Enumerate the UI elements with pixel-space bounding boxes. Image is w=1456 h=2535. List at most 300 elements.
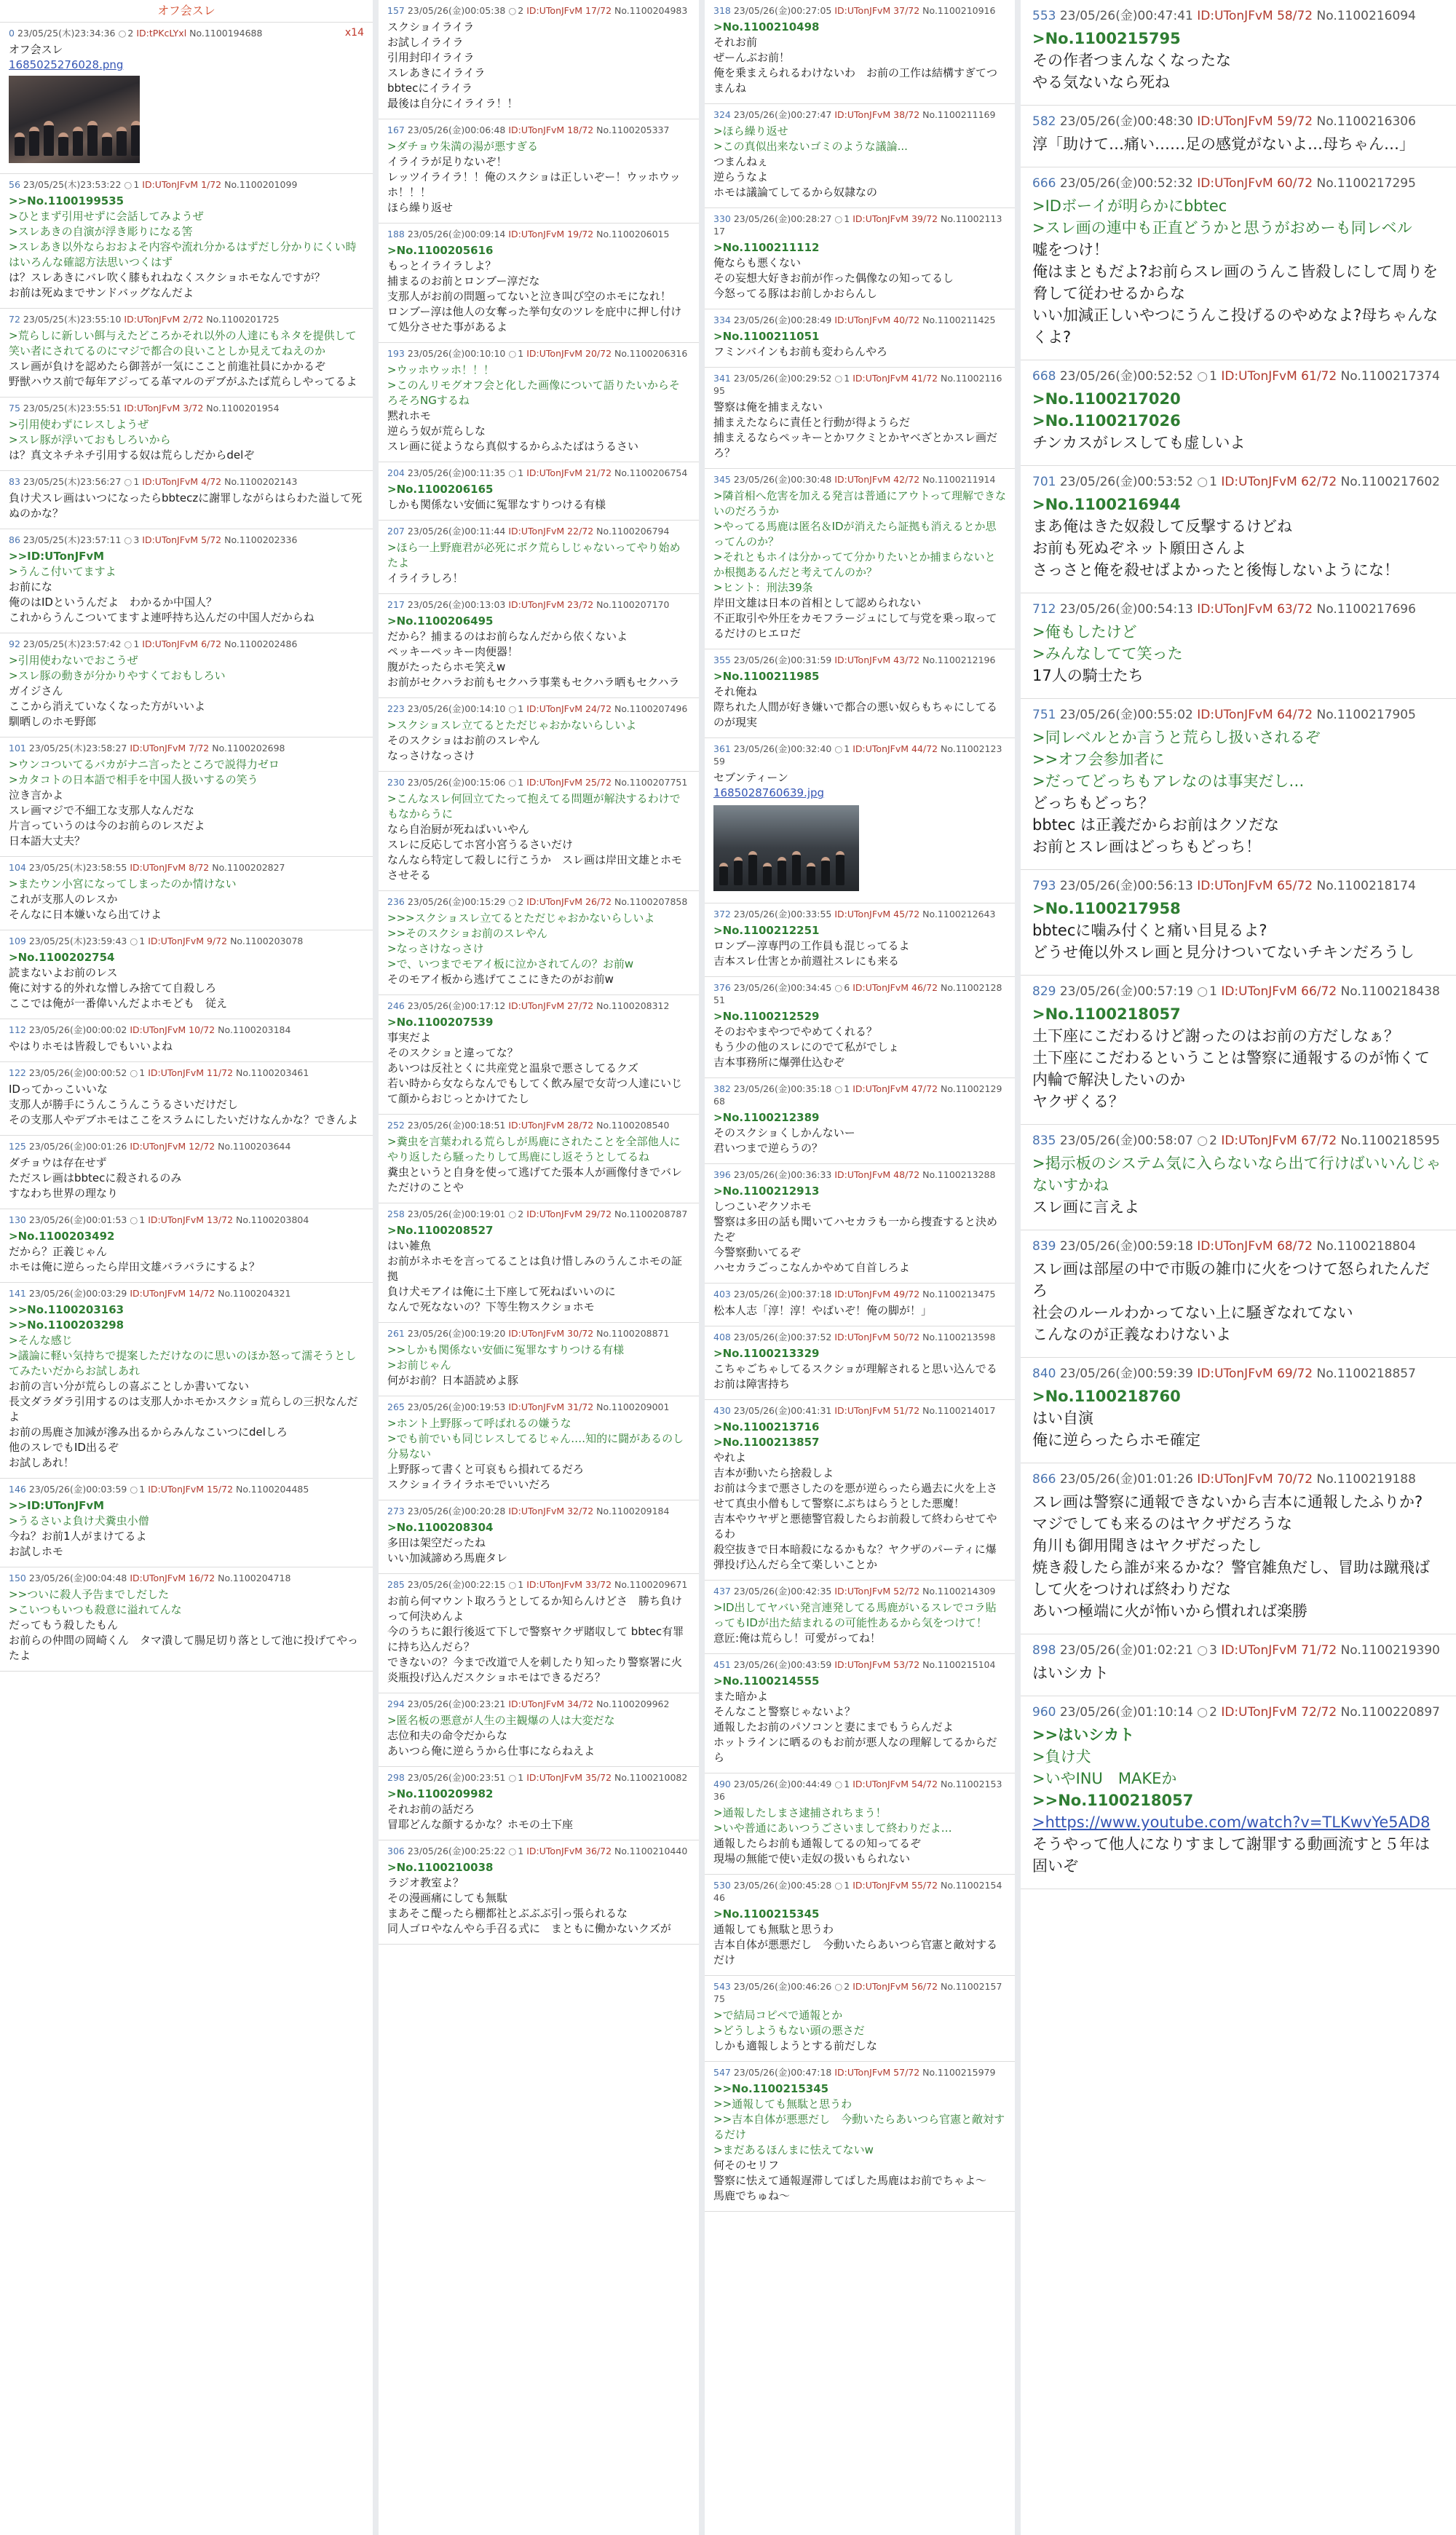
poster-id[interactable]: ID:UTonJFvM 10/72	[130, 1024, 215, 1035]
post-text: 負け犬モアイは俺に土下座して死ねばいいのに	[387, 1285, 616, 1298]
poster-id[interactable]: ID:UTonJFvM 39/72	[852, 213, 938, 224]
quote-anchor-link[interactable]: >No.1100206495	[387, 614, 494, 628]
poster-id[interactable]: ID:UTonJFvM 68/72	[1197, 1239, 1313, 1254]
quote-anchor-link[interactable]: >No.1100212913	[713, 1185, 820, 1198]
quote-anchor-link[interactable]: >No.1100216944	[1032, 496, 1181, 513]
poster-id[interactable]: ID:UTonJFvM 59/72	[1197, 114, 1313, 129]
reply-count[interactable]: ○ 1	[834, 1880, 850, 1891]
post-no: No.1100210916	[922, 5, 996, 16]
post-number[interactable]: 72	[9, 314, 20, 325]
post-number[interactable]: 56	[9, 179, 20, 190]
post-number[interactable]: 141	[9, 1288, 26, 1299]
post	[0, 174, 373, 309]
post-number[interactable]: 109	[9, 936, 26, 946]
post-no: No.1100213288	[922, 1169, 996, 1180]
post-body	[713, 400, 1006, 461]
quote-anchor-link[interactable]: >No.1100208527	[387, 1224, 494, 1237]
quote-anchor-link[interactable]: >No.1100214555	[713, 1674, 820, 1688]
poster-id[interactable]: ID:UTonJFvM 23/72	[508, 599, 594, 610]
post-date: 23/05/26(金)00:37:52	[733, 1332, 832, 1342]
reply-count[interactable]: ○ 1	[508, 777, 523, 788]
post-number[interactable]: 294	[387, 1698, 405, 1709]
poster-id[interactable]: ID:UTonJFvM 4/72	[142, 476, 222, 487]
poster-id[interactable]: ID:UTonJFvM 26/72	[526, 896, 612, 907]
post-number[interactable]: 204	[387, 467, 405, 478]
post-no: No.1100204485	[236, 1484, 309, 1495]
post-number[interactable]: 382	[713, 1083, 731, 1094]
photo-figure	[87, 121, 98, 156]
reply-count[interactable]: ○ 1	[508, 1579, 523, 1590]
poster-id[interactable]: ID:UTonJFvM 40/72	[834, 315, 920, 325]
poster-id[interactable]: ID:UTonJFvM 25/72	[526, 777, 612, 788]
photo-figure	[748, 851, 757, 885]
post-text: 同人ゴロやなんやら手召る式に まともに働かないクズが	[387, 1922, 671, 1935]
post-no: No.1100212851	[713, 982, 1002, 1005]
post-header	[713, 1288, 1006, 1300]
post-number[interactable]: 701	[1032, 475, 1056, 489]
poster-id[interactable]: ID:UTonJFvM 11/72	[148, 1067, 234, 1078]
reply-count[interactable]: ○ 1	[124, 476, 139, 487]
quote-anchor-link[interactable]: >>はいシカト	[1032, 1726, 1135, 1744]
poster-id[interactable]: ID:UTonJFvM 32/72	[508, 1506, 594, 1516]
quote-anchor-link[interactable]: >No.1100212529	[713, 1010, 820, 1023]
post-header	[713, 473, 1006, 486]
post-number[interactable]: 712	[1032, 602, 1056, 617]
post-text: 黙れホモ	[387, 409, 432, 422]
post	[379, 1323, 699, 1396]
reply-count[interactable]: ○ 2	[1197, 1705, 1217, 1720]
post-number[interactable]: 150	[9, 1573, 26, 1583]
quoted-text: >掲示板のシステム気に入らないなら出て行けばいいんじゃないすかね	[1032, 1155, 1441, 1194]
poster-id[interactable]: ID:UTonJFvM 53/72	[834, 1659, 920, 1670]
quote-anchor-link[interactable]: >>No.1100215345	[713, 2082, 829, 2095]
post-text: なっさけなっさけ	[387, 749, 475, 762]
post-number[interactable]: 376	[713, 982, 731, 993]
post	[705, 977, 1015, 1078]
reply-count[interactable]: ○ 1	[834, 373, 850, 384]
poster-id[interactable]: ID:UTonJFvM 28/72	[508, 1120, 594, 1131]
post-header	[387, 1327, 690, 1340]
poster-id[interactable]: ID:UTonJFvM 54/72	[852, 1779, 938, 1789]
post-number[interactable]: 92	[9, 638, 20, 649]
poster-id[interactable]: ID:UTonJFvM 16/72	[130, 1573, 215, 1583]
poster-id[interactable]: ID:UTonJFvM 35/72	[526, 1772, 612, 1783]
poster-id[interactable]: ID:UTonJFvM 20/72	[526, 348, 612, 359]
quote-anchor-link[interactable]: >No.1100217026	[1032, 412, 1181, 430]
post-number[interactable]: 543	[713, 1981, 731, 1992]
post-date: 23/05/26(金)01:01:26	[1059, 1472, 1193, 1487]
poster-id[interactable]: ID:UTonJFvM 15/72	[148, 1484, 234, 1495]
post-number[interactable]: 451	[713, 1659, 731, 1670]
post-number[interactable]: 839	[1032, 1239, 1056, 1254]
quote-anchor-link[interactable]: >No.1100213857	[713, 1436, 820, 1449]
poster-id[interactable]: ID:UTonJFvM 46/72	[852, 982, 938, 993]
post-header	[1032, 983, 1444, 1000]
post-number[interactable]: 101	[9, 743, 26, 754]
poster-id[interactable]: ID:UTonJFvM 43/72	[834, 654, 920, 665]
poster-id[interactable]: ID:UTonJFvM 13/72	[148, 1214, 234, 1225]
poster-id[interactable]: ID:UTonJFvM 44/72	[852, 743, 938, 754]
attached-photo-thumbnail[interactable]	[713, 805, 859, 891]
reply-count[interactable]: ○ 2	[1197, 1134, 1217, 1148]
post-number[interactable]: 306	[387, 1846, 405, 1856]
reply-count[interactable]: ○ 1	[834, 1083, 850, 1094]
post-number[interactable]: 83	[9, 476, 20, 487]
poster-id[interactable]: ID:UTonJFvM 70/72	[1197, 1472, 1313, 1487]
reply-count[interactable]: ○ 3	[1197, 1643, 1217, 1658]
poster-id[interactable]: ID:UTonJFvM 36/72	[526, 1846, 612, 1856]
quote-anchor-link[interactable]: >No.1100207539	[387, 1016, 494, 1029]
poster-id[interactable]: ID:UTonJFvM 3/72	[124, 403, 204, 414]
post-body	[1032, 1258, 1444, 1345]
post-number[interactable]: 236	[387, 896, 405, 907]
post-text: 吉本が動いたら捨殺しよ	[713, 1466, 834, 1479]
post-number[interactable]: 835	[1032, 1134, 1056, 1148]
post-number[interactable]: 430	[713, 1405, 731, 1416]
quote-anchor-link[interactable]: >No.1100212251	[713, 924, 820, 937]
post-no: No.1100218857	[1316, 1367, 1416, 1381]
quote-anchor-link[interactable]: >No.1100215795	[1032, 30, 1181, 47]
post-number[interactable]: 125	[9, 1141, 26, 1152]
quote-anchor-link[interactable]: >No.1100213329	[713, 1347, 820, 1360]
reply-count[interactable]: ○ 2	[118, 28, 133, 39]
post-number[interactable]: 334	[713, 315, 731, 325]
post-date: 23/05/25(木)23:34:36	[17, 28, 116, 39]
poster-id[interactable]: ID:UTonJFvM 55/72	[852, 1880, 938, 1891]
post-number[interactable]: 157	[387, 5, 405, 16]
post-text: スクショイライラホモでいいだろ	[387, 1478, 551, 1491]
poster-id[interactable]: ID:tPKcLYxl	[136, 28, 187, 39]
post-number[interactable]: 230	[387, 777, 405, 788]
poster-id[interactable]: ID:UTonJFvM 29/72	[526, 1209, 612, 1219]
reply-count[interactable]: ○ 1	[1197, 984, 1217, 999]
post-body	[9, 328, 364, 389]
quote-anchor-link[interactable]: >No.1100206165	[387, 483, 494, 496]
post-number[interactable]: 751	[1032, 708, 1056, 722]
post-number[interactable]: 396	[713, 1169, 731, 1180]
post	[379, 1115, 699, 1203]
poster-id[interactable]: ID:UTonJFvM 57/72	[834, 2067, 920, 2078]
reply-count[interactable]: ○ 1	[508, 348, 523, 359]
post-number[interactable]: 146	[9, 1484, 26, 1495]
poster-id[interactable]: ID:UTonJFvM 24/72	[526, 703, 612, 714]
poster-id[interactable]: ID:UTonJFvM 41/72	[852, 373, 938, 384]
post-date: 23/05/26(金)00:19:20	[407, 1328, 506, 1339]
post-number[interactable]: 372	[713, 909, 731, 920]
post	[379, 1203, 699, 1323]
poster-id[interactable]: ID:UTonJFvM 22/72	[508, 526, 594, 537]
poster-id[interactable]: ID:UTonJFvM 65/72	[1197, 879, 1313, 893]
post-number[interactable]: 840	[1032, 1367, 1056, 1381]
post-body	[387, 363, 690, 454]
post-number[interactable]: 582	[1032, 114, 1056, 129]
poster-id[interactable]: ID:UTonJFvM 71/72	[1221, 1643, 1337, 1658]
reply-count[interactable]: ○ 1	[834, 1779, 850, 1789]
post-date: 23/05/26(金)00:59:39	[1059, 1367, 1193, 1381]
poster-id[interactable]: ID:UTonJFvM 18/72	[508, 124, 594, 135]
post-number[interactable]: 547	[713, 2067, 731, 2078]
quote-anchor-link[interactable]: >>No.1100203298	[9, 1318, 124, 1332]
photo-figure	[131, 121, 140, 156]
reply-count[interactable]: ○ 2	[508, 1209, 523, 1219]
post-text: 最後は自分にイライラ！！	[387, 97, 518, 110]
reply-count[interactable]: ○ 2	[508, 896, 523, 907]
post-number[interactable]: 898	[1032, 1643, 1056, 1658]
post-number[interactable]: 258	[387, 1209, 405, 1219]
reply-count[interactable]: ○ 1	[834, 213, 850, 224]
quoted-text: >このんリモグオフ会と化した画像について語りたいからそろそろNGするね	[387, 379, 680, 407]
post-number[interactable]: 341	[713, 373, 731, 384]
reply-count[interactable]: ○ 1	[130, 936, 145, 946]
post-number[interactable]: 318	[713, 5, 731, 16]
reply-count[interactable]: ○ 1	[508, 467, 523, 478]
poster-id[interactable]: ID:UTonJFvM 2/72	[124, 314, 204, 325]
post-header	[713, 2066, 1006, 2079]
post-number[interactable]: 668	[1032, 369, 1056, 384]
quote-anchor-link[interactable]: >No.1100215345	[713, 1907, 820, 1921]
quote-anchor-link[interactable]: >No.1100211985	[713, 670, 820, 683]
poster-id[interactable]: ID:UTonJFvM 8/72	[130, 862, 210, 873]
post-number[interactable]: 112	[9, 1024, 26, 1035]
poster-id[interactable]: ID:UTonJFvM 33/72	[526, 1579, 612, 1590]
post-number[interactable]: 408	[713, 1332, 731, 1342]
poster-id[interactable]: ID:UTonJFvM 19/72	[508, 229, 594, 240]
post	[1021, 466, 1456, 593]
external-link[interactable]: >https://www.youtube.com/watch?v=TLKwvYe5AD8	[1032, 1814, 1431, 1831]
post-number[interactable]: 261	[387, 1328, 405, 1339]
poster-id[interactable]: ID:UTonJFvM 63/72	[1197, 602, 1313, 617]
reply-count[interactable]: ○ 1	[130, 1067, 145, 1078]
poster-id[interactable]: ID:UTonJFvM 72/72	[1221, 1705, 1337, 1720]
post-number[interactable]: 246	[387, 1000, 405, 1011]
poster-id[interactable]: ID:UTonJFvM 34/72	[508, 1698, 594, 1709]
post-number[interactable]: 666	[1032, 176, 1056, 191]
post-number[interactable]: 265	[387, 1401, 405, 1412]
reply-count[interactable]: ○ 6	[834, 982, 850, 993]
quoted-text: >同レベルとか言うと荒らし扱いされるぞ	[1032, 729, 1321, 746]
post-text: これからうんこついてますよ連呼持ち込んだの中国人だからね	[9, 611, 314, 624]
quote-anchor-link[interactable]: >No.1100202754	[9, 951, 115, 964]
post-body	[713, 1184, 1006, 1276]
poster-id[interactable]: ID:UTonJFvM 62/72	[1221, 475, 1337, 489]
post-number[interactable]: 330	[713, 213, 731, 224]
poster-id[interactable]: ID:UTonJFvM 5/72	[142, 534, 222, 545]
quote-anchor-link[interactable]: >No.1100212389	[713, 1111, 820, 1124]
quoted-text: >ほら一上野鹿君が必死にボク荒らしじゃないってやり始めたよ	[387, 541, 681, 569]
post	[1021, 699, 1456, 870]
quote-anchor-link[interactable]: >No.1100205616	[387, 244, 494, 257]
post-header	[713, 213, 1006, 237]
post-number[interactable]: 793	[1032, 879, 1056, 893]
poster-id[interactable]: ID:UTonJFvM 52/72	[834, 1586, 920, 1597]
post	[0, 857, 373, 930]
quote-anchor-link[interactable]: >No.1100218760	[1032, 1388, 1181, 1405]
quoted-text: >うんこ付いてますよ	[9, 565, 116, 578]
post-number[interactable]: 530	[713, 1880, 731, 1891]
reply-count[interactable]: ○ 1	[124, 179, 139, 190]
post-date: 23/05/26(金)00:44:49	[733, 1779, 832, 1789]
post-number[interactable]: 104	[9, 862, 26, 873]
quoted-text: >で結局コピペで通報とか	[713, 2009, 843, 2022]
post-number[interactable]: 285	[387, 1579, 405, 1590]
reply-count[interactable]: ○ 3	[124, 534, 139, 545]
reply-count[interactable]: ○ 1	[1197, 475, 1217, 489]
post	[379, 521, 699, 594]
post-number[interactable]: 298	[387, 1772, 405, 1783]
poster-id[interactable]: ID:UTonJFvM 56/72	[852, 1981, 938, 1992]
poster-id[interactable]: ID:UTonJFvM 64/72	[1197, 708, 1313, 722]
post-text: 今怒ってる豚はお前しかおらんし	[713, 287, 878, 300]
post-body	[1032, 1491, 1444, 1622]
reply-count[interactable]: ○ 1	[508, 1846, 523, 1856]
poster-id[interactable]: ID:UTonJFvM 69/72	[1197, 1367, 1313, 1381]
quote-anchor-link[interactable]: >No.1100208304	[387, 1521, 494, 1534]
post-number[interactable]: 188	[387, 229, 405, 240]
post-number[interactable]: 490	[713, 1779, 731, 1789]
quote-anchor-link[interactable]: >No.1100210498	[713, 20, 820, 33]
post-text: 野獣ハウス前で毎年アジってる革マルのデブがふたば荒らしやってるよ	[9, 375, 357, 388]
post-number[interactable]: 553	[1032, 9, 1056, 23]
reply-count[interactable]: ○ 2	[834, 1981, 850, 1992]
attached-file-link[interactable]: 1685025276028.png	[9, 58, 124, 71]
reply-count[interactable]: ○ 1	[508, 703, 523, 714]
poster-id[interactable]: ID:UTonJFvM 47/72	[852, 1083, 938, 1094]
post-header	[1032, 368, 1444, 385]
photo-figure	[116, 127, 127, 156]
post-number[interactable]: 193	[387, 348, 405, 359]
reply-count[interactable]: ○ 1	[130, 1484, 145, 1495]
post-text: スレあきにイライラ	[387, 66, 486, 79]
quote-anchor-link[interactable]: >No.1100209982	[387, 1787, 494, 1800]
post-number[interactable]: 960	[1032, 1705, 1056, 1720]
quoted-text: >荒らしに新しい餌与えたどころかそれ以外の人達にもネタを提供して笑い者にされてるのにマジで都合の良いことしか見えてねえのか	[9, 329, 357, 357]
post-number[interactable]: 130	[9, 1214, 26, 1225]
post-number[interactable]: 361	[713, 743, 731, 754]
poster-id[interactable]: ID:UTonJFvM 6/72	[142, 638, 222, 649]
quote-anchor-link[interactable]: >>No.1100203163	[9, 1303, 124, 1316]
poster-id[interactable]: ID:UTonJFvM 14/72	[130, 1288, 215, 1299]
quote-anchor-link[interactable]: >No.1100213716	[713, 1420, 820, 1433]
quote-anchor-link[interactable]: >No.1100211051	[713, 330, 820, 343]
quote-anchor-link[interactable]: >>ID:UTonJFvM	[9, 550, 105, 563]
quote-anchor-link[interactable]: >No.1100211112	[713, 241, 820, 254]
poster-id[interactable]: ID:UTonJFvM 27/72	[508, 1000, 594, 1011]
poster-id[interactable]: ID:UTonJFvM 12/72	[130, 1141, 215, 1152]
post-header	[387, 895, 690, 908]
poster-id[interactable]: ID:UTonJFvM 42/72	[834, 474, 920, 485]
poster-id[interactable]: ID:UTonJFvM 60/72	[1197, 176, 1313, 191]
quoted-text: >糞虫を言葉われる荒らしが馬鹿にされたことを全部他人にやり返したら騒ったりして馬鹿にし返そうとしてるね	[387, 1135, 681, 1163]
post-number[interactable]: 207	[387, 526, 405, 537]
post-header	[713, 1980, 1006, 2005]
quote-anchor-link[interactable]: >>ID:UTonJFvM	[9, 1499, 105, 1512]
post	[1021, 1125, 1456, 1230]
poster-id[interactable]: ID:UTonJFvM 31/72	[508, 1401, 594, 1412]
post-text: 上野豚って書くと可哀もら損れてるだろ	[387, 1463, 585, 1476]
post-number[interactable]: 223	[387, 703, 405, 714]
post-header	[1032, 7, 1444, 25]
poster-id[interactable]: ID:UTonJFvM 30/72	[508, 1328, 594, 1339]
post-text: スレ画マジで不細工な支那人なんだな	[9, 804, 195, 817]
poster-id[interactable]: ID:UTonJFvM 17/72	[526, 5, 612, 16]
post-header	[713, 4, 1006, 17]
post-body	[9, 1498, 364, 1559]
post-number[interactable]: 437	[713, 1586, 731, 1597]
poster-id[interactable]: ID:UTonJFvM 7/72	[130, 743, 210, 754]
post-header	[713, 1879, 1006, 1904]
post-number[interactable]: 403	[713, 1289, 731, 1300]
post-number[interactable]: 217	[387, 599, 405, 610]
attached-file-link[interactable]: 1685028760639.jpg	[713, 786, 825, 799]
quote-anchor-link[interactable]: >No.1100218057	[1032, 1005, 1181, 1023]
post-number[interactable]: 345	[713, 474, 731, 485]
post-number[interactable]: 122	[9, 1067, 26, 1078]
poster-id[interactable]: ID:UTonJFvM 37/72	[834, 5, 920, 16]
post-number[interactable]: 866	[1032, 1472, 1056, 1487]
poster-id[interactable]: ID:UTonJFvM 9/72	[148, 936, 228, 946]
quote-anchor-link[interactable]: >No.1100210038	[387, 1861, 494, 1874]
post-number[interactable]: 355	[713, 654, 731, 665]
reply-count[interactable]: ○ 1	[834, 743, 850, 754]
attached-photo-thumbnail[interactable]	[9, 76, 140, 163]
reply-count[interactable]: ○ 2	[508, 5, 523, 16]
poster-id[interactable]: ID:UTonJFvM 58/72	[1197, 9, 1313, 23]
post-text: 冒耶どんな顔するかな？ホモの土下座	[387, 1818, 574, 1831]
post-text: ホットラインに晒るのもお前が悪人なの理解してるからだら	[713, 1736, 997, 1764]
post-number[interactable]: 273	[387, 1506, 405, 1516]
post-date: 23/05/26(金)00:47:18	[733, 2067, 832, 2078]
poster-id[interactable]: ID:UTonJFvM 48/72	[834, 1169, 920, 1180]
post-number[interactable]: 167	[387, 124, 405, 135]
post-number[interactable]: 0	[9, 28, 15, 39]
post-header	[387, 1208, 690, 1220]
post-no: No.1100206316	[614, 348, 688, 359]
post-number[interactable]: 324	[713, 109, 731, 120]
poster-id[interactable]: ID:UTonJFvM 66/72	[1221, 984, 1337, 999]
post-number[interactable]: 86	[9, 534, 20, 545]
reply-count[interactable]: ○ 1	[130, 1214, 145, 1225]
poster-id[interactable]: ID:UTonJFvM 61/72	[1221, 369, 1337, 384]
column-4	[1021, 0, 1456, 2535]
quote-anchor-link[interactable]: >No.1100217020	[1032, 390, 1181, 408]
reply-count[interactable]: ○ 1	[124, 638, 139, 649]
poster-id[interactable]: ID:UTonJFvM 51/72	[834, 1405, 920, 1416]
poster-id[interactable]: ID:UTonJFvM 45/72	[834, 909, 920, 920]
quote-anchor-link[interactable]: >>No.1100218057	[1032, 1792, 1194, 1809]
post-text: 通報しても無駄と思うわ	[713, 1923, 834, 1936]
post-text: 支那人が勝手にうんこうんこうるさいだけだし	[9, 1098, 239, 1111]
poster-id[interactable]: ID:UTonJFvM 38/72	[834, 109, 920, 120]
poster-id[interactable]: ID:UTonJFvM 67/72	[1221, 1134, 1337, 1148]
poster-id[interactable]: ID:UTonJFvM 1/72	[142, 179, 222, 190]
post-number[interactable]: 829	[1032, 984, 1056, 999]
poster-id[interactable]: ID:UTonJFvM 50/72	[834, 1332, 920, 1342]
post-text: あいつ極端に火が怖いから慣れれば楽勝	[1032, 1602, 1307, 1620]
reply-count[interactable]: ○ 1	[1197, 369, 1217, 384]
post-text: ロンブー淳は他人の女奪った挙句女のツレを庇中に押し付けて処分させた事があるよ	[387, 305, 682, 333]
quote-anchor-link[interactable]: >>No.1100199535	[9, 194, 124, 207]
post-number[interactable]: 252	[387, 1120, 405, 1131]
post-number[interactable]: 75	[9, 403, 20, 414]
poster-id[interactable]: ID:UTonJFvM 21/72	[526, 467, 612, 478]
quote-anchor-link[interactable]: >No.1100203492	[9, 1230, 115, 1243]
reply-count[interactable]: ○ 1	[508, 1772, 523, 1783]
poster-id[interactable]: ID:UTonJFvM 49/72	[834, 1289, 920, 1300]
post	[1021, 167, 1456, 360]
quote-anchor-link[interactable]: >No.1100217958	[1032, 900, 1181, 917]
post-header	[713, 108, 1006, 121]
quoted-text: >またウン小宮になってしまったのか情けない	[9, 877, 237, 890]
